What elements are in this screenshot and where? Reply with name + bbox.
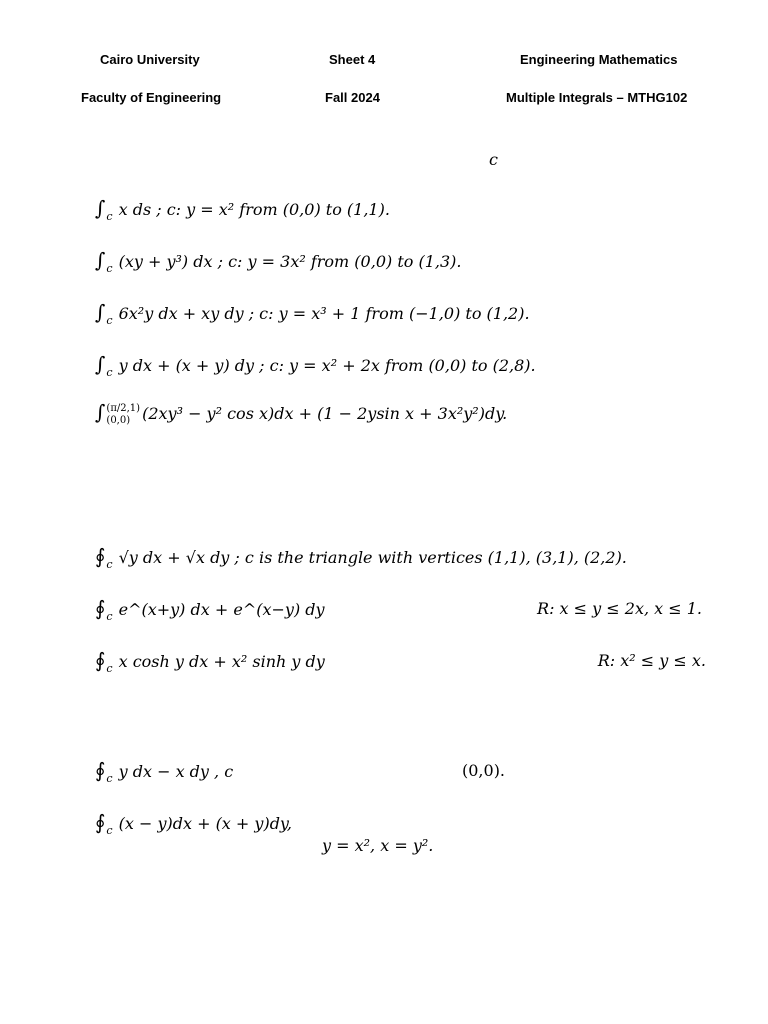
integral-symbol-icon: ∫ xyxy=(95,352,106,376)
green-integral-1 xyxy=(95,544,627,571)
integral-subscript: c xyxy=(106,610,113,623)
contour-integral-icon: ∮ xyxy=(95,648,106,672)
integral-symbol-icon: ∫ xyxy=(95,300,106,324)
contour-integral-icon: ∮ xyxy=(95,810,106,834)
integral-subscript: c xyxy=(106,558,113,571)
header-university: Cairo University xyxy=(100,52,200,67)
integral-expression: y dx − x dy , c xyxy=(118,762,234,781)
integral-symbol-icon: ∫ xyxy=(95,248,106,272)
contour-integral-icon: ∮ xyxy=(95,544,106,568)
area-note-2: y = x², x = y². xyxy=(322,836,434,855)
header-subject: Engineering Mathematics xyxy=(520,52,678,67)
line-integral-1 xyxy=(95,196,390,223)
integral-subscript: c xyxy=(106,662,113,675)
contour-integral-icon: ∮ xyxy=(95,758,106,782)
integral-expression: (x − y)dx + (x + y)dy, xyxy=(118,814,292,833)
contour-integral-icon: ∮ xyxy=(95,596,106,620)
integral-expression: (xy + y³) dx ; c: y = 3x² from (0,0) to (1,3). xyxy=(118,252,462,271)
integral-upper-limit: (π/2,1) xyxy=(106,402,141,414)
integral-symbol-icon: ∫ xyxy=(95,400,106,424)
integral-subscript: c xyxy=(106,366,113,379)
area-note-1: (0,0). xyxy=(462,761,506,780)
integral-expression: y dx + (x + y) dy ; c: y = x² + 2x from (0,0) to (2,8). xyxy=(118,356,536,375)
header-course: Multiple Integrals – MTHG102 xyxy=(506,90,688,105)
header-sheet: Sheet 4 xyxy=(329,52,376,67)
region-definition-2: R: x ≤ y ≤ 2x, x ≤ 1. xyxy=(537,599,702,618)
line-integral-2 xyxy=(95,248,461,275)
area-integral-1 xyxy=(95,758,233,785)
integral-subscript: c xyxy=(106,262,113,275)
integral-lower-limit: (0,0) xyxy=(106,414,131,426)
integral-subscript: c xyxy=(106,772,113,785)
line-integral-4 xyxy=(95,352,536,379)
integral-expression: √y dx + √x dy ; c is the triangle with vertices (1,1), (3,1), (2,2). xyxy=(118,548,627,567)
line-integral-3 xyxy=(95,300,530,327)
header-faculty: Faculty of Engineering xyxy=(81,90,222,105)
integral-symbol-icon: ∫ xyxy=(95,196,106,220)
green-integral-2 xyxy=(95,596,325,623)
integral-subscript: c xyxy=(106,824,113,837)
integral-expression: (2xy³ − y² cos x)dx + (1 − 2ysin x + 3x²y²)dy. xyxy=(142,404,508,423)
integral-expression: x ds ; c: y = x² from (0,0) to (1,1). xyxy=(118,200,390,219)
header-term: Fall 2024 xyxy=(325,90,380,105)
integral-expression: e^(x+y) dx + e^(x−y) dy xyxy=(118,600,325,619)
integral-expression: 6x²y dx + xy dy ; c: y = x³ + 1 from (−1,0) to (1,2). xyxy=(118,304,530,323)
integral-expression: x cosh y dx + x² sinh y dy xyxy=(118,652,325,671)
exact-integral xyxy=(95,400,507,427)
integral-subscript: c xyxy=(106,314,113,327)
area-integral-2 xyxy=(95,810,292,837)
integral-limits xyxy=(106,403,140,427)
green-integral-3 xyxy=(95,648,325,675)
integral-subscript: c xyxy=(106,210,113,223)
region-definition-3: R: x² ≤ y ≤ x. xyxy=(597,651,706,670)
stray-c-label: c xyxy=(489,150,498,169)
